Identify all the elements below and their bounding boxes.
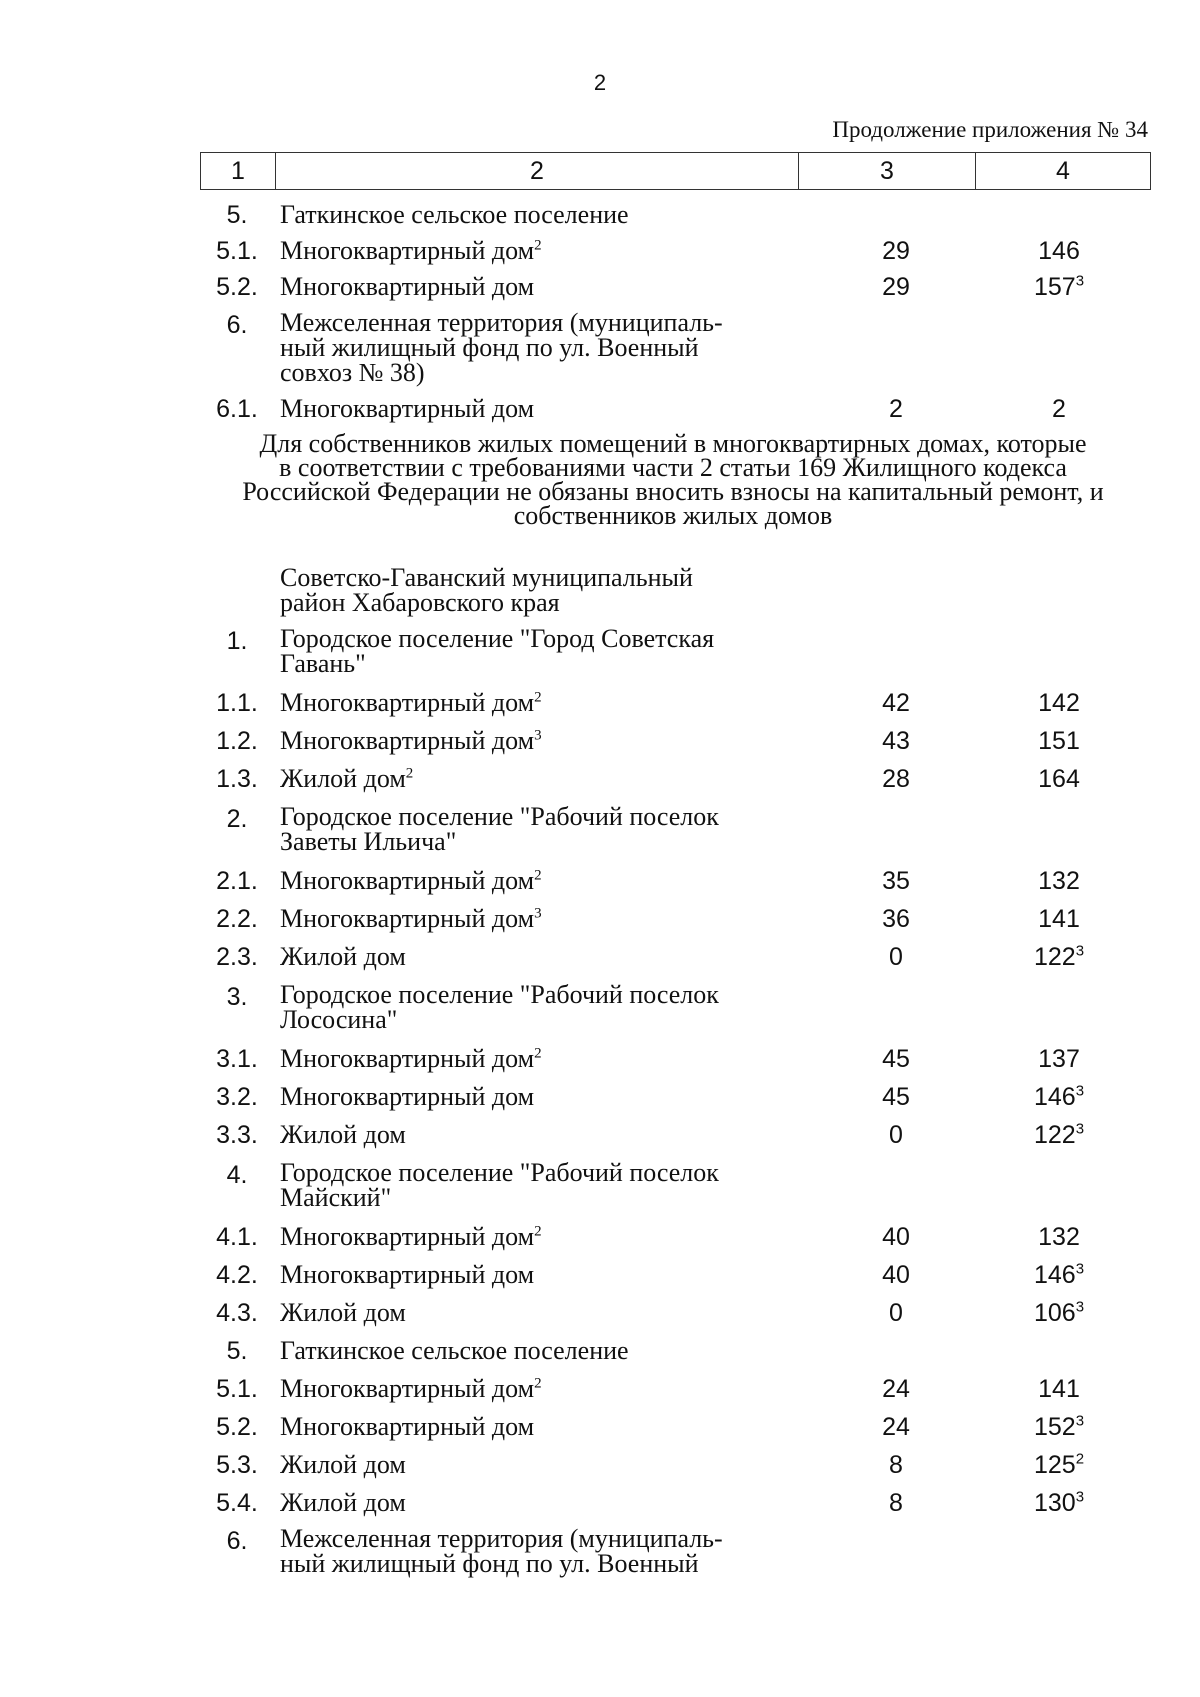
row-name-text: Многоквартирный дом: [280, 394, 535, 423]
row-name: [280, 1298, 800, 1328]
value-column-4-text: 152: [1033, 1413, 1076, 1441]
value-column-4: [972, 1082, 1146, 1112]
row-name: [280, 272, 800, 302]
row-name: [280, 236, 800, 266]
value-column-4: [972, 764, 1146, 794]
note-line: Для собственников жилых помещений в многоквартирных домах, которые: [259, 429, 1087, 458]
value-column-3: 24: [882, 1413, 910, 1441]
column-header-3: 3: [799, 153, 976, 190]
table-row: [0, 1298, 1200, 1338]
table-row: [0, 272, 1200, 312]
table-row: [0, 1412, 1200, 1452]
footnote-marker: 3: [1075, 1412, 1085, 1430]
row-name: [280, 1160, 800, 1210]
row-name-line: Лососина": [280, 1005, 398, 1034]
row-name-line: Межселенная территория (муниципаль-: [280, 308, 723, 337]
value-column-4-text: 122: [1033, 943, 1076, 971]
value-column-4-text: 132: [1038, 1223, 1080, 1251]
footnote-marker: 2: [534, 689, 542, 706]
row-number: 5.: [226, 1337, 248, 1365]
row-name: [280, 626, 800, 676]
row-name-text: Жилой дом: [280, 1120, 406, 1149]
row-number: 2.2.: [216, 905, 258, 933]
note-line: собственников жилых домов: [513, 501, 833, 530]
row-number: 2.1.: [216, 867, 258, 895]
value-column-3: 0: [889, 943, 903, 971]
row-name-text: Многоквартирный дом: [280, 1044, 535, 1073]
value-column-4-text: 125: [1033, 1451, 1076, 1479]
row-name-text: Многоквартирный дом: [280, 1082, 535, 1111]
value-column-3: 35: [882, 867, 910, 895]
row-name: [280, 1044, 800, 1074]
value-column-4-text: 122: [1033, 1121, 1076, 1149]
continuation-caption: Продолжение приложения № 34: [832, 117, 1148, 142]
column-header-4: 4: [976, 153, 1151, 190]
row-name: [280, 688, 800, 718]
value-column-3: 40: [882, 1261, 910, 1289]
row-name-line: Майский": [280, 1183, 392, 1212]
row-number: 5.2.: [216, 273, 258, 301]
value-column-4-text: 141: [1038, 1375, 1080, 1403]
value-column-3: 8: [889, 1489, 903, 1517]
value-column-4: [972, 904, 1146, 934]
row-name-line: ный жилищный фонд по ул. Военный: [280, 333, 699, 362]
value-column-4-text: 164: [1038, 765, 1080, 793]
value-column-3: 40: [882, 1223, 910, 1251]
row-name-line: совхоз № 38): [280, 358, 425, 387]
table-row: [0, 866, 1200, 906]
table-row: [0, 1082, 1200, 1122]
value-column-3: 28: [882, 765, 910, 793]
row-name: [280, 1336, 800, 1366]
row-number: 1.2.: [216, 727, 258, 755]
table-row: [0, 764, 1200, 804]
value-column-3: 29: [882, 273, 910, 301]
row-name-text: Гаткинское сельское поселение: [280, 200, 629, 229]
row-name: [280, 1374, 800, 1404]
value-column-4: [972, 726, 1146, 756]
row-name-text: Многоквартирный дом: [280, 866, 535, 895]
value-column-4: [972, 1260, 1146, 1290]
row-number: 1.1.: [216, 689, 258, 717]
row-name-text: Жилой дом: [280, 1298, 406, 1327]
table-row: [0, 1222, 1200, 1262]
row-number: 4.1.: [216, 1223, 258, 1251]
value-column-4-text: 130: [1033, 1489, 1076, 1517]
row-name-text: Многоквартирный дом: [280, 726, 535, 755]
row-number: 3.3.: [216, 1121, 258, 1149]
value-column-4: [972, 1412, 1146, 1442]
district-heading: [0, 563, 1200, 617]
row-name-line: Гавань": [280, 649, 366, 678]
row-name-text: Многоквартирный дом: [280, 1374, 535, 1403]
table-row: [0, 624, 1200, 678]
row-name-text: Многоквартирный дом: [280, 1222, 535, 1251]
value-column-3: 0: [889, 1121, 903, 1149]
table-row: [0, 1158, 1200, 1212]
column-header-2: 2: [276, 153, 799, 190]
row-name: [280, 1260, 800, 1290]
footnote-marker: 2: [405, 765, 414, 782]
footnote-marker: 3: [1075, 1298, 1085, 1316]
row-name-text: Многоквартирный дом: [280, 236, 535, 265]
value-column-3: 45: [882, 1045, 910, 1073]
table-row: [0, 394, 1200, 434]
row-name-text: Жилой дом: [280, 942, 406, 971]
table-row: [0, 904, 1200, 944]
value-column-4-text: 141: [1038, 905, 1080, 933]
table-row: [0, 688, 1200, 728]
value-column-4: [972, 1222, 1146, 1252]
row-name: [280, 1120, 800, 1150]
value-column-3: 24: [882, 1375, 910, 1403]
row-number: 4.: [226, 1161, 248, 1189]
value-column-4-text: 106: [1033, 1299, 1076, 1327]
table-row: [0, 1374, 1200, 1414]
row-name: [280, 1450, 800, 1480]
value-column-4: [972, 1374, 1146, 1404]
table-row: [0, 942, 1200, 982]
note-line: Российской Федерации не обязаны вносить взносы на капитальный ремонт, и: [242, 477, 1104, 506]
row-name-text: Многоквартирный дом: [280, 1412, 535, 1441]
row-number: 5.: [226, 201, 248, 229]
note-line: в соответствии с требованиями части 2 статьи 169 Жилищного кодекса: [279, 453, 1067, 482]
footnote-marker: 3: [1075, 1488, 1085, 1506]
footnote-marker: 3: [1075, 1082, 1085, 1100]
value-column-3: 45: [882, 1083, 910, 1111]
row-number: 4.3.: [216, 1299, 258, 1327]
row-number: 5.2.: [216, 1413, 258, 1441]
table-row: [0, 1044, 1200, 1084]
row-name: [280, 1526, 800, 1576]
row-name-line: Городское поселение "Город Советская: [280, 624, 715, 653]
footnote-marker: 2: [534, 1045, 542, 1062]
footnote-marker: 2: [534, 237, 542, 254]
row-number: 5.1.: [216, 1375, 258, 1403]
value-column-4-text: 151: [1038, 727, 1080, 755]
row-name-line: Межселенная территория (муниципаль-: [280, 1524, 723, 1553]
row-name: [280, 866, 800, 896]
value-column-4: [972, 1298, 1146, 1328]
section-note: [200, 429, 1146, 530]
footnote-marker: 3: [1075, 1120, 1085, 1138]
footnote-marker: 2: [534, 867, 542, 884]
value-column-4: [972, 394, 1146, 424]
row-number: 5.4.: [216, 1489, 258, 1517]
row-number: 6.1.: [216, 395, 258, 423]
row-name: [280, 726, 800, 756]
row-number: 5.3.: [216, 1451, 258, 1479]
table-row: [0, 1488, 1200, 1528]
table-row: [0, 1450, 1200, 1490]
footnote-marker: 3: [1075, 942, 1085, 960]
row-number: 3.: [226, 983, 248, 1011]
value-column-4-text: 2: [1052, 395, 1066, 423]
column-header-table: [200, 152, 1151, 190]
row-name-line: ный жилищный фонд по ул. Военный: [280, 1549, 699, 1578]
table-row: [0, 1336, 1200, 1376]
row-number: 2.: [226, 805, 248, 833]
row-number: 3.2.: [216, 1083, 258, 1111]
footnote-marker: 3: [1075, 272, 1085, 290]
district-line: район Хабаровского края: [280, 588, 560, 617]
table-row: [0, 802, 1200, 856]
value-column-4: [972, 272, 1146, 302]
value-column-3: 36: [882, 905, 910, 933]
value-column-4: [972, 1450, 1146, 1480]
row-name: [280, 1488, 800, 1518]
value-column-4: [972, 688, 1146, 718]
value-column-4-text: 132: [1038, 867, 1080, 895]
value-column-3: 42: [882, 689, 910, 717]
row-name: [280, 200, 800, 230]
row-number: 6.: [226, 1527, 248, 1555]
value-column-4-text: 146: [1033, 1083, 1076, 1111]
value-column-4: [972, 1044, 1146, 1074]
row-name: [280, 982, 800, 1032]
table-row: [0, 1260, 1200, 1300]
row-number: 6.: [226, 311, 248, 339]
row-name-line: Городское поселение "Рабочий поселок: [280, 980, 719, 1009]
value-column-3: 2: [889, 395, 903, 423]
table-row: [0, 1524, 1200, 1578]
row-number: 3.1.: [216, 1045, 258, 1073]
row-name-text: Многоквартирный дом: [280, 1260, 535, 1289]
table-row: [0, 980, 1200, 1034]
value-column-4: [972, 236, 1146, 266]
footnote-marker: 2: [534, 1223, 542, 1240]
value-column-4-text: 146: [1033, 1261, 1076, 1289]
row-number: 1.3.: [216, 765, 258, 793]
value-column-4: [972, 1120, 1146, 1150]
row-name: [280, 1412, 800, 1442]
row-name: [280, 942, 800, 972]
footnote-marker: 2: [1075, 1450, 1085, 1468]
table-row: [0, 1120, 1200, 1160]
row-name-text: Многоквартирный дом: [280, 688, 535, 717]
row-name: [280, 904, 800, 934]
value-column-3: 29: [882, 237, 910, 265]
row-name-text: Жилой дом: [280, 1450, 406, 1479]
row-name-text: Гаткинское сельское поселение: [280, 1336, 629, 1365]
page-number: 2: [593, 70, 607, 95]
value-column-4: [972, 942, 1146, 972]
value-column-4-text: 146: [1038, 237, 1080, 265]
value-column-3: 8: [889, 1451, 903, 1479]
row-name: [280, 764, 800, 794]
value-column-4-text: 137: [1038, 1045, 1080, 1073]
value-column-4-text: 157: [1033, 273, 1076, 301]
row-number: 4.2.: [216, 1261, 258, 1289]
table-row: [0, 200, 1200, 240]
row-number: 1.: [226, 627, 248, 655]
value-column-4: [972, 866, 1146, 896]
footnote-marker: 2: [534, 1375, 542, 1392]
value-column-4-text: 142: [1038, 689, 1080, 717]
footnote-marker: 3: [1075, 1260, 1085, 1278]
row-name-line: Заветы Ильича": [280, 827, 457, 856]
value-column-3: 43: [882, 727, 910, 755]
row-name-text: Многоквартирный дом: [280, 272, 535, 301]
row-number: 2.3.: [216, 943, 258, 971]
row-name-line: Городское поселение "Рабочий поселок: [280, 802, 719, 831]
row-name-line: Городское поселение "Рабочий поселок: [280, 1158, 719, 1187]
footnote-marker: 3: [534, 905, 542, 922]
row-name: [280, 1082, 800, 1112]
table-row: [0, 308, 1200, 387]
district-line: Советско-Гаванский муниципальный: [280, 563, 693, 592]
row-name-text: Многоквартирный дом: [280, 904, 535, 933]
table-row: [0, 236, 1200, 276]
row-number: 5.1.: [216, 237, 258, 265]
table-row: [0, 726, 1200, 766]
value-column-3: 0: [889, 1299, 903, 1327]
row-name: [280, 804, 800, 854]
row-name-text: Жилой дом: [280, 764, 406, 793]
row-name-text: Жилой дом: [280, 1488, 406, 1517]
row-name: [280, 394, 800, 424]
value-column-4: [972, 1488, 1146, 1518]
row-name: [280, 1222, 800, 1252]
footnote-marker: 3: [534, 727, 542, 744]
row-name: [280, 310, 800, 385]
column-header-1: 1: [201, 153, 276, 190]
